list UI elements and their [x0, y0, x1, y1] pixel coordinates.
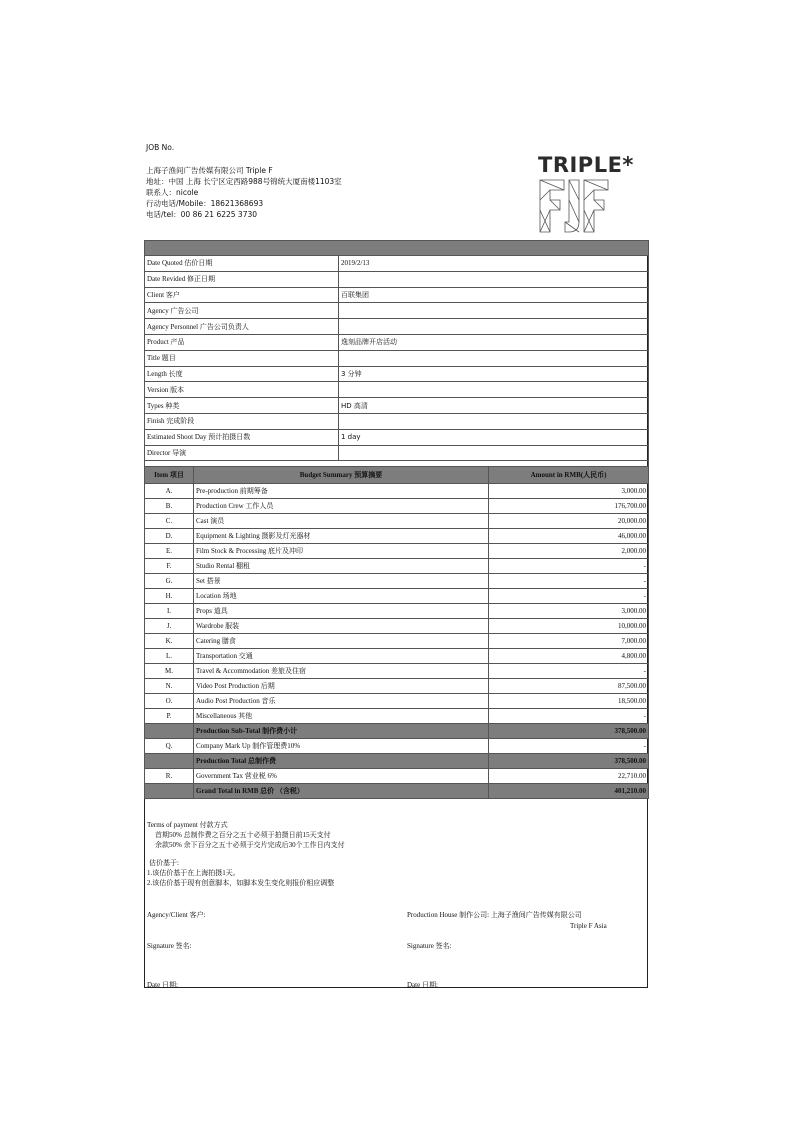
budget-item-desc: Travel & Accommodation 差旅及住宿	[194, 664, 489, 679]
subtotal-amount: 378,500.00	[489, 724, 649, 739]
budget-item-amount: 10,000.00	[489, 619, 649, 634]
estimate-basis-line: 2.该估价基于现有创意脚本，如脚本发生变化则报价相应调整	[147, 879, 335, 887]
production-total-row	[145, 754, 649, 769]
company-name: 上海子渔间广告传媒有限公司 Triple F	[146, 166, 273, 175]
budget-item-code: G.	[145, 574, 194, 589]
estimate-basis-title: 估价基于:	[149, 859, 179, 867]
budget-row	[145, 544, 649, 559]
budget-item-code: D.	[145, 529, 194, 544]
info-row: Director 导演	[145, 445, 649, 461]
house-date-label: Date 日期:	[407, 981, 438, 989]
budget-item-desc: Cast 演员	[194, 514, 489, 529]
info-row: Title 题目	[145, 350, 649, 366]
estimate-basis-line: 1.该估价基于在上海拍摄1天。	[147, 869, 240, 877]
triple-f-logo	[538, 153, 634, 239]
info-row: Version 版本	[145, 382, 649, 398]
budget-item-desc: Transportation 交通	[194, 649, 489, 664]
job-number-label: JOB No.	[146, 143, 175, 152]
budget-item-desc: Location 场地	[194, 589, 489, 604]
budget-item-amount: 3,000.00	[489, 484, 649, 499]
budget-item-code: O.	[145, 694, 194, 709]
client-date-label: Date 日期:	[147, 981, 178, 989]
budget-item-desc: Miscellaneous 其他	[194, 709, 489, 724]
budget-item-code: B.	[145, 499, 194, 514]
info-row: Client 客户 百联集团	[145, 287, 649, 303]
budget-row	[145, 574, 649, 589]
budget-item-code: M.	[145, 664, 194, 679]
budget-item-code: J.	[145, 619, 194, 634]
amount-column-header: Amount in RMB(人民币)	[489, 467, 649, 484]
contact-person: 联系人：nicole	[146, 188, 199, 197]
budget-item-desc: Production Crew 工作人员	[194, 499, 489, 514]
grand-total-label: Grand Total in RMB 总价 （含税）	[194, 784, 489, 799]
budget-item-code: E.	[145, 544, 194, 559]
budget-item-code: K.	[145, 634, 194, 649]
budget-header-row	[145, 467, 649, 484]
budget-row	[145, 604, 649, 619]
budget-item-desc: Equipment & Lighting 摄影及灯光器材	[194, 529, 489, 544]
budget-item-code: L.	[145, 649, 194, 664]
budget-item-amount: 20,000.00	[489, 514, 649, 529]
info-row: Agency 广告公司	[145, 303, 649, 319]
budget-item-amount: 7,000.00	[489, 634, 649, 649]
grand-total-amount: 401,210.00	[489, 784, 649, 799]
payment-term-line: 余款50% 余下百分之五十必须于交片完成后30个工作日内支付	[155, 841, 345, 849]
telephone-number: 电话/tel：00 86 21 6225 3730	[146, 210, 258, 219]
markup-row: Q. Company Mark Up 制作管理费10% -	[145, 739, 649, 754]
info-row: Finish 完成阶段	[145, 413, 649, 429]
budget-row	[145, 634, 649, 649]
info-row: Agency Personnel 广告公司负责人	[145, 319, 649, 335]
budget-item-amount: 3,000.00	[489, 604, 649, 619]
production-house-label: Production House 制作公司: 上海子渔间广告传媒有限公司	[407, 911, 582, 919]
budget-row	[145, 649, 649, 664]
budget-item-desc: Video Post Production 后期	[194, 679, 489, 694]
payment-terms	[147, 820, 345, 888]
production-total-label: Production Total 总制作费	[194, 754, 489, 769]
budget-row	[145, 559, 649, 574]
budget-item-amount: -	[489, 589, 649, 604]
budget-row	[145, 709, 649, 724]
house-signature-label: Signature 签名:	[407, 942, 452, 950]
budget-item-amount: 176,700.00	[489, 499, 649, 514]
budget-item-amount: -	[489, 664, 649, 679]
grand-total-row	[145, 784, 649, 799]
budget-item-amount: -	[489, 574, 649, 589]
info-header-bar	[145, 241, 649, 256]
budget-row	[145, 514, 649, 529]
subtotal-row	[145, 724, 649, 739]
budget-row	[145, 484, 649, 499]
payment-terms-title: Terms of payment 付款方式	[147, 821, 228, 829]
budget-item-amount: 18,500.00	[489, 694, 649, 709]
budget-item-amount: 87,500.00	[489, 679, 649, 694]
info-row: Date Quoted 估价日期 2019/2/13	[145, 256, 649, 272]
budget-row	[145, 499, 649, 514]
logo-wordmark: TRIPLE*	[538, 153, 634, 177]
budget-row	[145, 589, 649, 604]
tax-row: R. Government Tax 营业税 6% 22,710.00	[145, 769, 649, 784]
company-info	[146, 165, 342, 220]
mobile-number: 行动电话/Mobile：18621368693	[146, 199, 264, 208]
budget-row	[145, 619, 649, 634]
production-total-amount: 378,500.00	[489, 754, 649, 769]
budget-item-amount: -	[489, 559, 649, 574]
production-house-name: Triple F Asia	[570, 922, 607, 930]
info-row: Types 种类 HD 高清	[145, 398, 649, 414]
info-row: Length 长度 3 分钟	[145, 366, 649, 382]
budget-item-desc: Wardrobe 服装	[194, 619, 489, 634]
client-label: Agency/Client 客户:	[147, 911, 206, 919]
budget-item-desc: Film Stock & Processing 底片及冲印	[194, 544, 489, 559]
budget-summary-table	[144, 466, 649, 799]
budget-item-code: N.	[145, 679, 194, 694]
budget-item-code: F.	[145, 559, 194, 574]
client-signature-label: Signature 签名:	[147, 942, 192, 950]
budget-item-code: A.	[145, 484, 194, 499]
budget-row	[145, 694, 649, 709]
budget-item-amount: 2,000.00	[489, 544, 649, 559]
subtotal-label: Production Sub-Total 制作费小计	[194, 724, 489, 739]
payment-term-line: 首期50% 总制作费之百分之五十必须于拍摄日前15天支付	[155, 831, 331, 839]
item-column-header: Item 项目	[145, 467, 194, 484]
budget-item-desc: Catering 膳食	[194, 634, 489, 649]
quote-info-table	[144, 240, 649, 477]
info-row: Estimated Shoot Day 预计拍摄日数 1 day	[145, 429, 649, 445]
budget-item-desc: Audio Post Production 音乐	[194, 694, 489, 709]
info-row: Product 产品 逸刻品牌开店活动	[145, 334, 649, 350]
budget-row	[145, 664, 649, 679]
info-row: Date Revided 修正日期	[145, 271, 649, 287]
fjf-mark-icon	[538, 176, 618, 236]
budget-item-amount: 46,000.00	[489, 529, 649, 544]
budget-row	[145, 529, 649, 544]
budget-item-code: P.	[145, 709, 194, 724]
budget-item-code: C.	[145, 514, 194, 529]
budget-item-desc: Pre-production 前期筹备	[194, 484, 489, 499]
budget-item-desc: Set 搭景	[194, 574, 489, 589]
budget-row	[145, 679, 649, 694]
budget-item-code: I.	[145, 604, 194, 619]
budget-item-amount: 4,800.00	[489, 649, 649, 664]
budget-item-desc: Props 道具	[194, 604, 489, 619]
budget-item-desc: Studio Rental 棚租	[194, 559, 489, 574]
budget-item-amount: -	[489, 709, 649, 724]
summary-column-header: Budget Summary 预算摘要	[194, 467, 489, 484]
company-address: 地址：中国 上海 长宁区定西路988号锦统大厦南楼1103室	[146, 177, 342, 186]
budget-item-code: H.	[145, 589, 194, 604]
